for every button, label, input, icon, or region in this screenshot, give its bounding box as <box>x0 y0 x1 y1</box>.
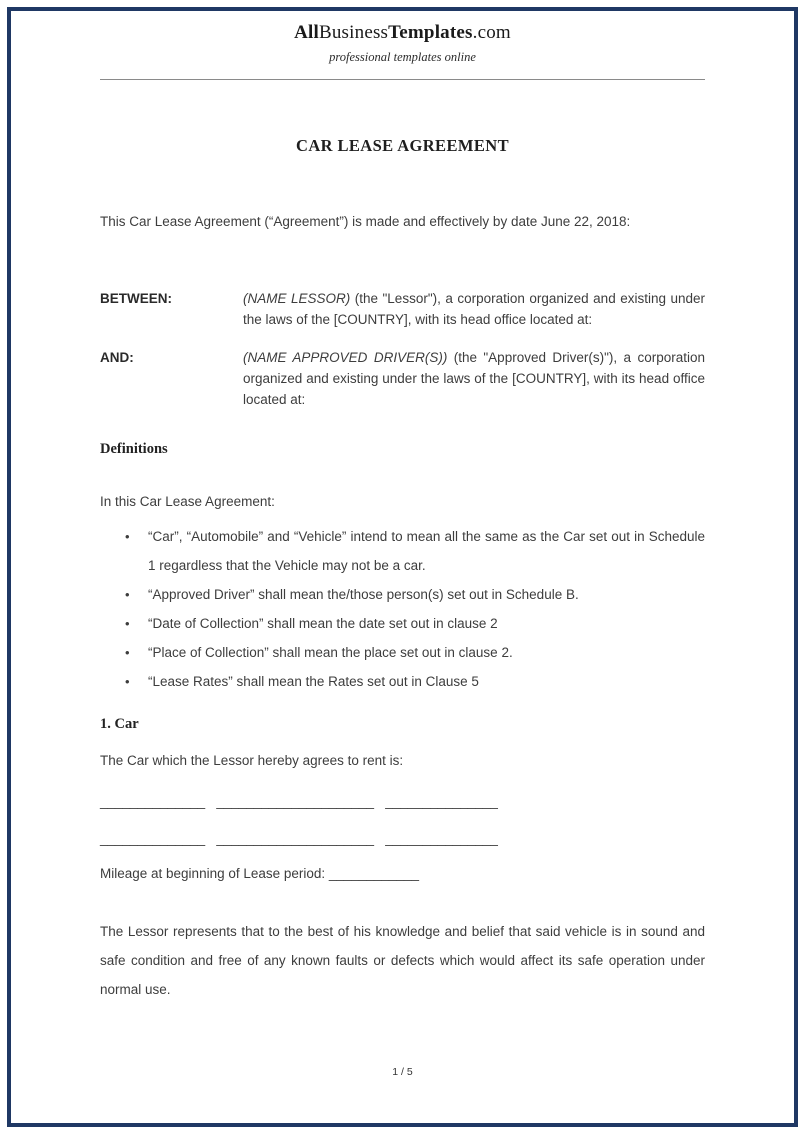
party-name-placeholder-lessor: (NAME LESSOR) <box>243 290 351 306</box>
party-description-driver: (the "Approved Driver(s)"), a corporation organized and existing under the laws of the [COUNTRY], with its head office located at: <box>243 349 705 407</box>
definition-item: • “Place of Collection” shall mean the place set out in clause 2. <box>148 638 705 667</box>
fill-in-blank-row: ______________ _____________________ _______________ <box>100 794 498 810</box>
definition-item: • “Car”, “Automobile” and “Vehicle” intend to mean all the same as the Car set out in Schedule 1 regardless that the Vehicle may not be a car. <box>148 522 705 580</box>
section-1-heading: 1. Car <box>100 716 139 733</box>
mileage-line: Mileage at beginning of Lease period: ____________ <box>100 866 420 882</box>
definition-item: • “Date of Collection” shall mean the date set out in clause 2 <box>148 609 705 638</box>
party-name-placeholder-driver: (NAME APPROVED DRIVER(S)) <box>243 349 448 365</box>
party-row-between <box>100 289 705 331</box>
section-1-lead: The Car which the Lessor hereby agrees to rent is: <box>100 753 404 769</box>
party-label-and: AND: <box>100 349 134 365</box>
definition-item: • “Lease Rates” shall mean the Rates set out in Clause 5 <box>148 667 705 696</box>
party-text-between <box>243 289 705 331</box>
definitions-intro: In this Car Lease Agreement: <box>100 493 275 509</box>
header <box>100 0 705 80</box>
definitions-list <box>100 522 705 696</box>
party-label-between: BETWEEN: <box>100 290 172 306</box>
party-description-lessor: (the "Lessor"), a corporation organized and existing under the laws of the [COUNTRY], with its head office located at: <box>243 290 705 327</box>
intro-paragraph: This Car Lease Agreement (“Agreement”) is made and effectively by date June 22, 2018: <box>100 214 631 229</box>
logo-text-templates: Templates <box>388 22 473 43</box>
page-content <box>100 0 705 1004</box>
logo <box>100 22 705 44</box>
logo-tagline: professional templates online <box>329 50 476 64</box>
logo-text-com: .com <box>472 22 511 43</box>
document-title: CAR LEASE AGREEMENT <box>296 136 509 155</box>
definition-item: • “Approved Driver” shall mean the/those person(s) set out in Schedule B. <box>148 580 705 609</box>
party-text-and <box>243 348 705 411</box>
logo-text-all: All <box>294 22 319 43</box>
party-row-and <box>100 348 705 411</box>
fill-in-blank-row: ______________ _____________________ _______________ <box>100 831 498 847</box>
logo-text-business: Business <box>318 22 389 43</box>
definitions-heading: Definitions <box>100 440 168 457</box>
header-divider <box>100 79 705 80</box>
lessor-representation-paragraph: The Lessor represents that to the best of his knowledge and belief that said vehicle is in sound and safe condition and free of any known faults or defects which would affect its safe operation under normal use. <box>100 924 705 998</box>
page-number: 1 / 5 <box>392 1066 413 1078</box>
